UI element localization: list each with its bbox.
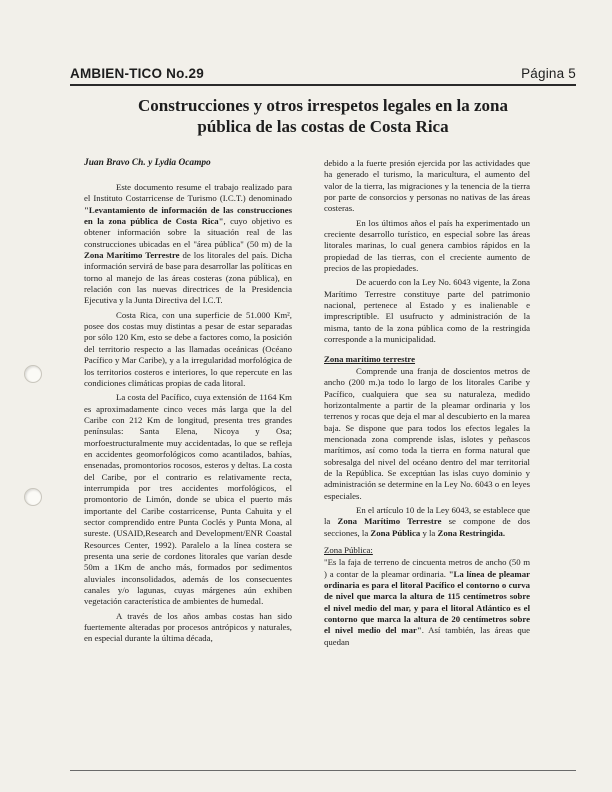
footer-rule: [70, 770, 576, 771]
header-rule: [70, 84, 576, 86]
left-column: [84, 182, 292, 648]
subsection-heading: Zona Pública:: [324, 545, 373, 555]
paragraph: En el artículo 10 de la Ley 6043, se establece que la Zona Marítimo Terrestre se compone de dos secciones, la Zona Pública y la Zona Restringida.: [324, 504, 530, 538]
paragraph: A través de los años ambas costas han sido fuertemente alteradas por procesos antrópicos y naturales, en especial durante la última década,: [84, 610, 292, 644]
article-authors: Juan Bravo Ch. y Lydia Ocampo: [84, 158, 211, 168]
paragraph: Comprende una franja de doscientos metros de ancho (200 m.)a todo lo largo de los litorales Caribe y Pacífico, cualquiera que sea su naturaleza, medido horizontalmente a partir de la pleamar ordinaria y los terrenos y rocas que deja el mar al descubierto en la marea baja. Se dispone que para todos los efectos legales la mencionada zona comprende islas, islotes y peñascos marítimos, así como toda la tierra en forma natural que sobresalga del nivel del océano dentro del mar territorial de la República. Se exceptúan las islas cuyo dominio y administración se determine en la Ley No. 6043 o en leyes especiales.: [324, 365, 530, 501]
publication-name: AMBIEN-TICO No.29: [70, 66, 204, 81]
paragraph: De acuerdo con la Ley No. 6043 vigente, la Zona Marítimo Terrestre constituye parte del patrimonio nacional, pertenece al Estado y es inalienable e imprescriptible. El usufructo y administración de la misma, tanto de la zona pública como de la restringida corresponde a la municipalidad.: [324, 277, 530, 345]
article-title: [70, 95, 576, 137]
paragraph: debido a la fuerte presión ejercida por las actividades que ha generado el turismo, la maricultura, el aumento del valor de la tierra, las migraciones y la tenencia de la tierra por parte de consorcios y personas no nativas de las áreas costeras.: [324, 158, 530, 214]
title-line-2: pública de las costas de Costa Rica: [197, 117, 449, 136]
page-header: [70, 66, 576, 81]
paragraph: En los últimos años el país ha experimentado un creciente desarrollo turístico, en especial sobre las áreas litorales marinas, lo cual genera cambios rápidos en la propiedad de las tierras, con el creciente aumento de precios de las propiedades.: [324, 217, 530, 274]
binder-hole-lower: [24, 488, 42, 506]
right-column: [324, 158, 530, 651]
paragraph: Este documento resume el trabajo realizado para el Instituto Costarricense de Turismo (I.C.T.) denominado "Levantamiento de información de las construcciones en la zona pública de Costa Rica", cuyo objetivo es obtener información sobre la situación real de las construcciones ubicadas en el "área pública" (50 m) de la Zona Marítimo Terrestre de los litorales del país. Dicha información servirá de base para desarrollar las políticas en torno al manejo de las áreas costeras (zona pública), en relación con las nuevas directrices de la Presidencia Ejecutiva y la Junta Directiva del I.C.T.: [84, 182, 292, 306]
title-line-1: Construcciones y otros irrespetos legales en la zona: [137, 96, 509, 115]
binder-hole-upper: [24, 365, 42, 383]
paragraph: Costa Rica, con una superficie de 51.000 Km², posee dos costas muy distintas a pesar de estar separadas por sólo 120 Km, esto se debe a factores como, la posición del territorio respecto a las llamadas oceánicas (Océano Pacífico y Mar Caribe), y a la irregularidad morfológica de los territorios costeros e interiores, lo que repercute en las condiciones climáticas propias de cada litoral.: [84, 309, 292, 388]
paragraph: "Es la faja de terreno de cincuenta metros de ancho (50 m ) a contar de la pleamar ordinaria. "La línea de pleamar ordinaria es para el litoral Pacífico el contorno o curva de nivel que marca la altura de 115 centímetros sobre el nivel medio del mar, y para el litoral Atlántico es el contorno que marca la altura de 20 centímetros sobre el nivel medio del mar". Así también, las áreas que quedan: [324, 557, 530, 647]
section-heading: Zona marítimo terrestre: [324, 353, 416, 364]
paragraph: La costa del Pacífico, cuya extensión de 1164 Km es aproximadamente cinco veces más larga que la del Caribe con 212 Km de longitud, presenta tres grandes penínsulas: Santa Elena, Nicoya y Osa; morfoestructuralmente muy accidentadas, lo que se refleja en accidentes geomorfológicos como acantilados, bahías, ensenadas, promontorios rocosos, esteros y deltas. La costa del Caribe, por el contrario es relativamente recta, interrumpida por tres accidentes morfológicos, el promontorio de Limón, donde se ubica el puerto más importante del Caribe costarricense, Punta Cahuita y el sector comprendido entre Punta Coclés y Punta Mona, al sureste. (USAID,Research and Development/ENR Coastal Resources Center, 1992). Paralelo a la línea costera se presenta una serie de cordones litorales que varían desde 50m a 1Km de ancho más, formados por sedimentos aluviales inconsolidados, además de los consecuentes canales y/o lagunas, cuyas márgenes aún exhiben vegetación característica de ambientes de humedal.: [84, 392, 292, 607]
page-number: Página 5: [521, 66, 576, 81]
